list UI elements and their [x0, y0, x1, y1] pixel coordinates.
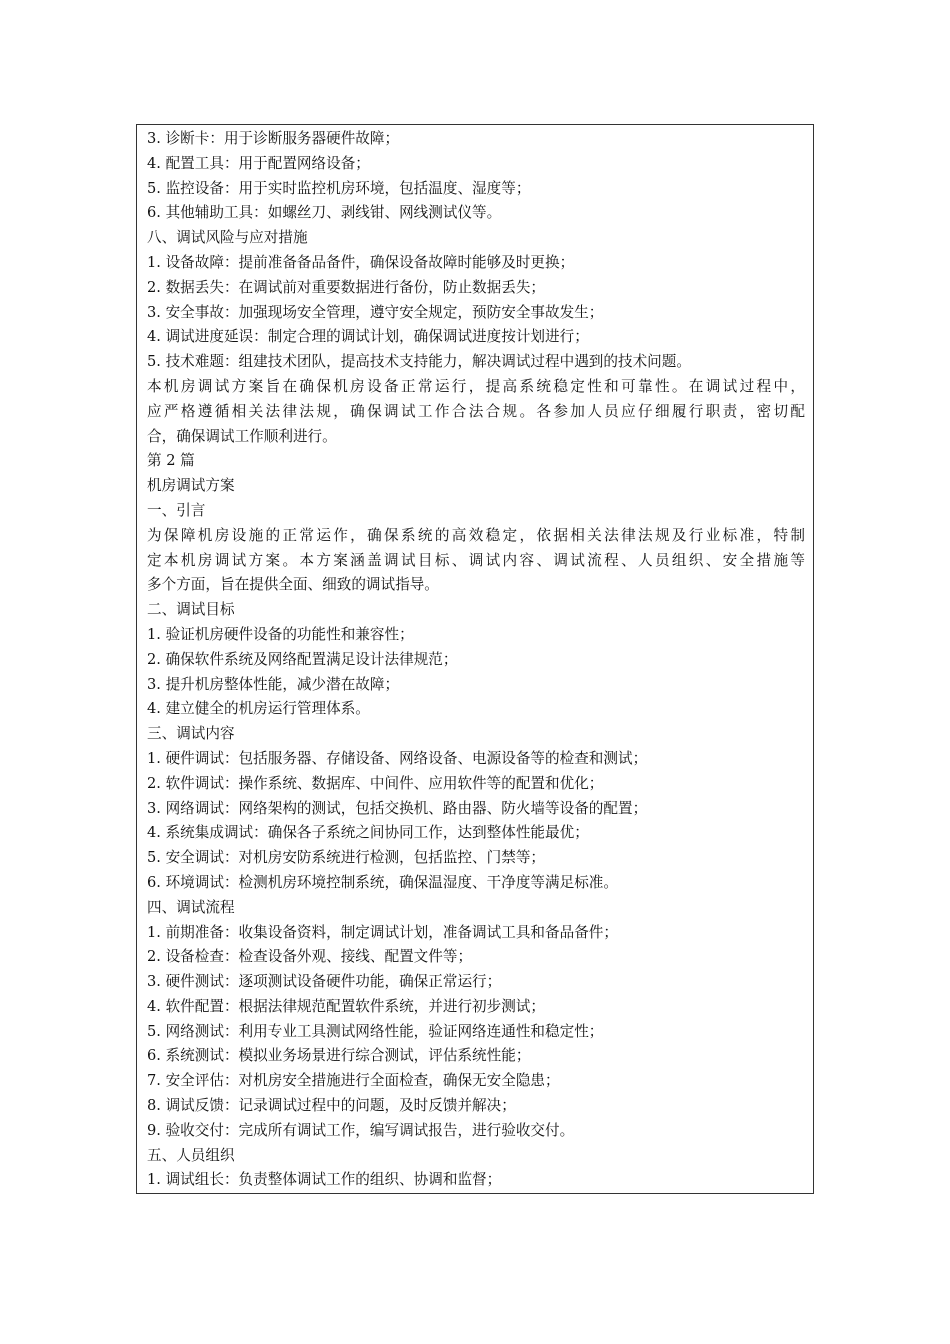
staff-heading: 五、人员组织: [147, 1146, 235, 1164]
intro-heading: 一、引言: [147, 501, 206, 519]
process-item: 8. 调试反馈：记录调试过程中的问题，及时反馈并解决；: [147, 1097, 516, 1115]
process-item: 9. 验收交付：完成所有调试工作，编写调试报告，进行验收交付。: [147, 1121, 575, 1139]
content-item: 5. 安全调试：对机房安防系统进行检测，包括监控、门禁等；: [147, 849, 546, 867]
content-item: 4. 系统集成调试：确保各子系统之间协同工作，达到整体性能最优；: [147, 824, 589, 842]
process-item: 3. 硬件测试：逐项测试设备硬件功能，确保正常运行；: [147, 973, 502, 991]
staff-item: 1. 调试组长：负责整体调试工作的组织、协调和监督；: [147, 1171, 502, 1189]
risk-item: 1. 设备故障：提前准备备品备件，确保设备故障时能够及时更换；: [147, 253, 575, 271]
process-item: 6. 系统测试：模拟业务场景进行综合测试，评估系统性能；: [147, 1047, 531, 1065]
content-item: 2. 软件调试：操作系统、数据库、中间件、应用软件等的配置和优化；: [147, 774, 604, 792]
process-item: 4. 软件配置：根据法律规范配置软件系统，并进行初步测试；: [147, 997, 546, 1015]
conclusion-line: 应严格遵循相关法律法规，确保调试工作合法合规。各参加人员应仔细履行职责，密切配: [147, 402, 805, 420]
risk-heading: 八、调试风险与应对措施: [147, 229, 308, 247]
process-item: 7. 安全评估：对机房安全措施进行全面检查，确保无安全隐患；: [147, 1072, 560, 1090]
risk-item: 3. 安全事故：加强现场安全管理，遵守安全规定，预防安全事故发生；: [147, 303, 604, 321]
document-frame: [136, 124, 814, 1194]
tool-item: 5. 监控设备：用于实时监控机房环境，包括温度、湿度等；: [147, 179, 531, 197]
tool-item: 4. 配置工具：用于配置网络设备；: [147, 154, 370, 172]
document-title: 机房调试方案: [147, 477, 235, 495]
process-heading: 四、调试流程: [147, 898, 235, 916]
content-heading: 三、调试内容: [147, 725, 235, 743]
process-item: 5. 网络测试：利用专业工具测试网络性能，验证网络连通性和稳定性；: [147, 1022, 604, 1040]
content-item: 1. 硬件调试：包括服务器、存储设备、网络设备、电源设备等的检查和测试；: [147, 749, 648, 767]
risk-item: 5. 技术难题：组建技术团队，提高技术支持能力，解决调试过程中遇到的技术问题。: [147, 353, 691, 371]
goal-item: 2. 确保软件系统及网络配置满足设计法律规范；: [147, 650, 458, 668]
conclusion-line: 合，确保调试工作顺利进行。: [147, 427, 337, 445]
part-label: 第 2 篇: [147, 452, 195, 470]
goal-item: 3. 提升机房整体性能，减少潜在故障；: [147, 675, 400, 693]
intro-line: 为保障机房设施的正常运作，确保系统的高效稳定，依据相关法律法规及行业标准，特制: [147, 526, 805, 544]
process-item: 1. 前期准备：收集设备资料，制定调试计划，准备调试工具和备品备件；: [147, 923, 618, 941]
process-item: 2. 设备检查：检查设备外观、接线、配置文件等；: [147, 948, 473, 966]
tool-item: 6. 其他辅助工具：如螺丝刀、剥线钳、网线测试仪等。: [147, 204, 502, 222]
goal-item: 4. 建立健全的机房运行管理体系。: [147, 700, 370, 718]
intro-line: 定本机房调试方案。本方案涵盖调试目标、调试内容、调试流程、人员组织、安全措施等: [147, 551, 805, 569]
goal-item: 1. 验证机房硬件设备的功能性和兼容性；: [147, 625, 414, 643]
risk-item: 2. 数据丢失：在调试前对重要数据进行备份，防止数据丢失；: [147, 278, 546, 296]
goals-heading: 二、调试目标: [147, 601, 235, 619]
conclusion-line: 本机房调试方案旨在确保机房设备正常运行，提高系统稳定性和可靠性。在调试过程中，: [147, 377, 805, 395]
tool-item: 3. 诊断卡：用于诊断服务器硬件故障；: [147, 130, 400, 147]
content-item: 3. 网络调试：网络架构的测试，包括交换机、路由器、防火墙等设备的配置；: [147, 799, 648, 817]
content-item: 6. 环境调试：检测机房环境控制系统，确保温湿度、干净度等满足标准。: [147, 873, 618, 891]
intro-line: 多个方面，旨在提供全面、细致的调试指导。: [147, 576, 439, 594]
risk-item: 4. 调试进度延误：制定合理的调试计划，确保调试进度按计划进行；: [147, 328, 589, 346]
